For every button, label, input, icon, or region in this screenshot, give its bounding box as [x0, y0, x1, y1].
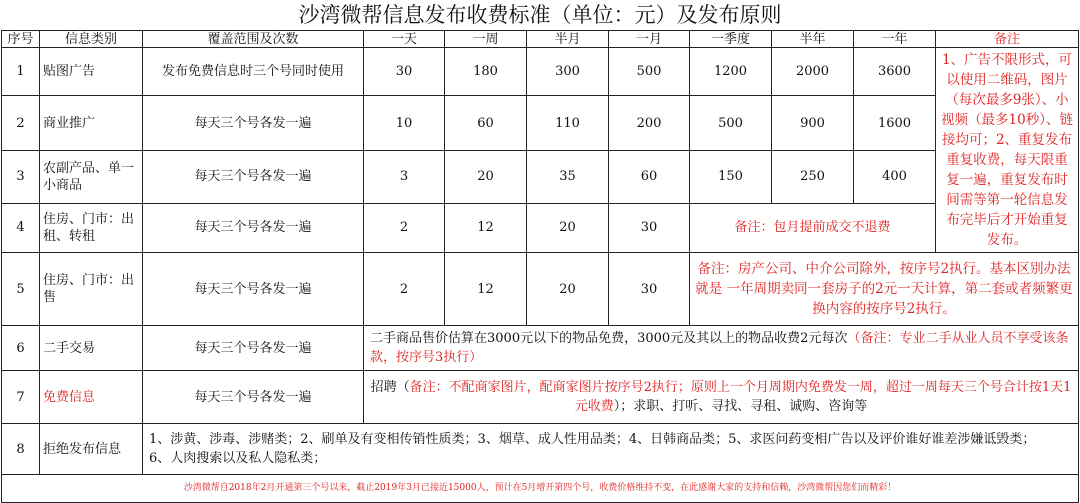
general-remark: 1、广告不限形式，可以使用二维码，图片（每次最多9张）、小视频（最多10秒）、链接均可；2、重复发布重复收费，每天限重复一遍，重复发布时间需等第一轮信息发布完毕后才开始重复发布。	[936, 48, 1079, 253]
row-note: 备注：房产公司、中介公司除外，按序号2执行。基本区别办法就是 一年周期卖同一套房子的2元一天计算，第二套或者频繁更换内容的按序号2执行。	[690, 253, 1079, 326]
header-row	[2, 31, 1079, 48]
header-cell: 半月	[527, 31, 609, 48]
header-cell: 信息类别	[40, 31, 143, 48]
price-cell: 500	[609, 48, 690, 96]
price-cell: 30	[609, 203, 690, 252]
row-number: 2	[2, 96, 40, 151]
price-cell: 2000	[772, 48, 854, 96]
price-cell: 900	[772, 96, 854, 151]
price-cell: 3600	[854, 48, 936, 96]
row-description: 1、涉黄、涉毒、涉赌类；2、刷单及有变相传销性质类；3、烟草、成人性用品类；4、日韩商品类；5、求医问药变相广告以及评价谁好谁差涉嫌诋毁类； 6、人肉搜索以及私人隐私类；	[143, 424, 1079, 475]
header-cell: 一月	[609, 31, 690, 48]
row-category: 商业推广	[40, 96, 143, 151]
header-cell: 覆盖范围及次数	[143, 31, 364, 48]
price-cell: 20	[527, 253, 609, 326]
row-coverage: 每天三个号各发一遍	[143, 253, 364, 326]
price-cell: 2	[364, 253, 445, 326]
price-cell: 1600	[854, 96, 936, 151]
footer-row	[2, 475, 1079, 503]
row-description	[364, 326, 1079, 371]
row-category: 免费信息	[40, 371, 143, 424]
row-category: 住房、门市：出售	[40, 253, 143, 326]
price-cell: 400	[854, 151, 936, 204]
price-cell: 12	[445, 203, 527, 252]
table-row	[2, 424, 1079, 475]
table-row	[2, 48, 1079, 96]
header-cell: 一季度	[690, 31, 772, 48]
row-coverage: 每天三个号各发一遍	[143, 96, 364, 151]
price-cell: 10	[364, 96, 445, 151]
price-cell: 150	[690, 151, 772, 204]
row-category: 贴图广告	[40, 48, 143, 96]
price-cell: 300	[527, 48, 609, 96]
price-cell: 3	[364, 151, 445, 204]
row-note: 备注：包月提前成交不退费	[690, 203, 936, 252]
price-cell: 60	[445, 96, 527, 151]
table-row	[2, 96, 1079, 151]
price-cell: 1200	[690, 48, 772, 96]
header-cell: 序号	[2, 31, 40, 48]
footer-note: 沙湾微帮自2018年2月开通第三个号以来，截止2019年3月已接近15000人，预计在5月增开第四个号，收费价格维持不变，在此感谢大家的支持和信赖，沙湾微帮因您们而精彩！	[2, 475, 1079, 503]
row-number: 8	[2, 424, 40, 475]
row-text: 招聘（	[370, 380, 410, 395]
table-row	[2, 203, 1079, 252]
row-description	[364, 371, 1079, 424]
header-cell: 一天	[364, 31, 445, 48]
header-cell: 一年	[854, 31, 936, 48]
page-title: 沙湾微帮信息发布收费标准（单位：元）及发布原则	[298, 3, 782, 27]
row-category: 二手交易	[40, 326, 143, 371]
table-row	[2, 253, 1079, 326]
price-cell: 180	[445, 48, 527, 96]
price-cell: 35	[527, 151, 609, 204]
header-cell: 半年	[772, 31, 854, 48]
price-cell: 2	[364, 203, 445, 252]
price-cell: 60	[609, 151, 690, 204]
row-coverage: 每天三个号各发一遍	[143, 326, 364, 371]
row-number: 3	[2, 151, 40, 204]
price-cell: 250	[772, 151, 854, 204]
table-row	[2, 151, 1079, 204]
row-coverage: 发布免费信息时三个号同时使用	[143, 48, 364, 96]
price-cell: 20	[445, 151, 527, 204]
price-cell: 20	[527, 203, 609, 252]
row-text: 二手商品售价估算在3000元以下的物品免费，3000元及其以上的物品收费2元每次	[370, 331, 848, 346]
price-cell: 12	[445, 253, 527, 326]
row-number: 1	[2, 48, 40, 96]
price-cell: 110	[527, 96, 609, 151]
table-row	[2, 371, 1079, 424]
row-category: 住房、门市：出租、转租	[40, 203, 143, 252]
row-number: 7	[2, 371, 40, 424]
row-coverage: 每天三个号各发一遍	[143, 371, 364, 424]
price-cell: 30	[364, 48, 445, 96]
pricing-table	[1, 30, 1079, 503]
row-number: 6	[2, 326, 40, 371]
row-note: （备注：专业二手从业人员不享受该条款，按序号3执行）	[370, 331, 1069, 365]
price-cell: 30	[609, 253, 690, 326]
table-row	[2, 326, 1079, 371]
row-category: 农副产品、单一小商品	[40, 151, 143, 204]
header-cell-remark: 备注	[936, 31, 1079, 48]
price-cell: 500	[690, 96, 772, 151]
row-coverage: 每天三个号各发一遍	[143, 203, 364, 252]
price-cell: 200	[609, 96, 690, 151]
row-category: 拒绝发布信息	[40, 424, 143, 475]
row-coverage: 每天三个号各发一遍	[143, 151, 364, 204]
row-text: ）；求职、打听、寻找、寻租、诚购、咨询等	[613, 399, 868, 414]
row-number: 4	[2, 203, 40, 252]
row-number: 5	[2, 253, 40, 326]
row-note: 备注：不配商家图片，配商家图片按序号2执行；原则上一个月周期内免费发一周，超过一周每天三个号合计按1天1元收费	[409, 380, 1072, 414]
header-cell: 一周	[445, 31, 527, 48]
